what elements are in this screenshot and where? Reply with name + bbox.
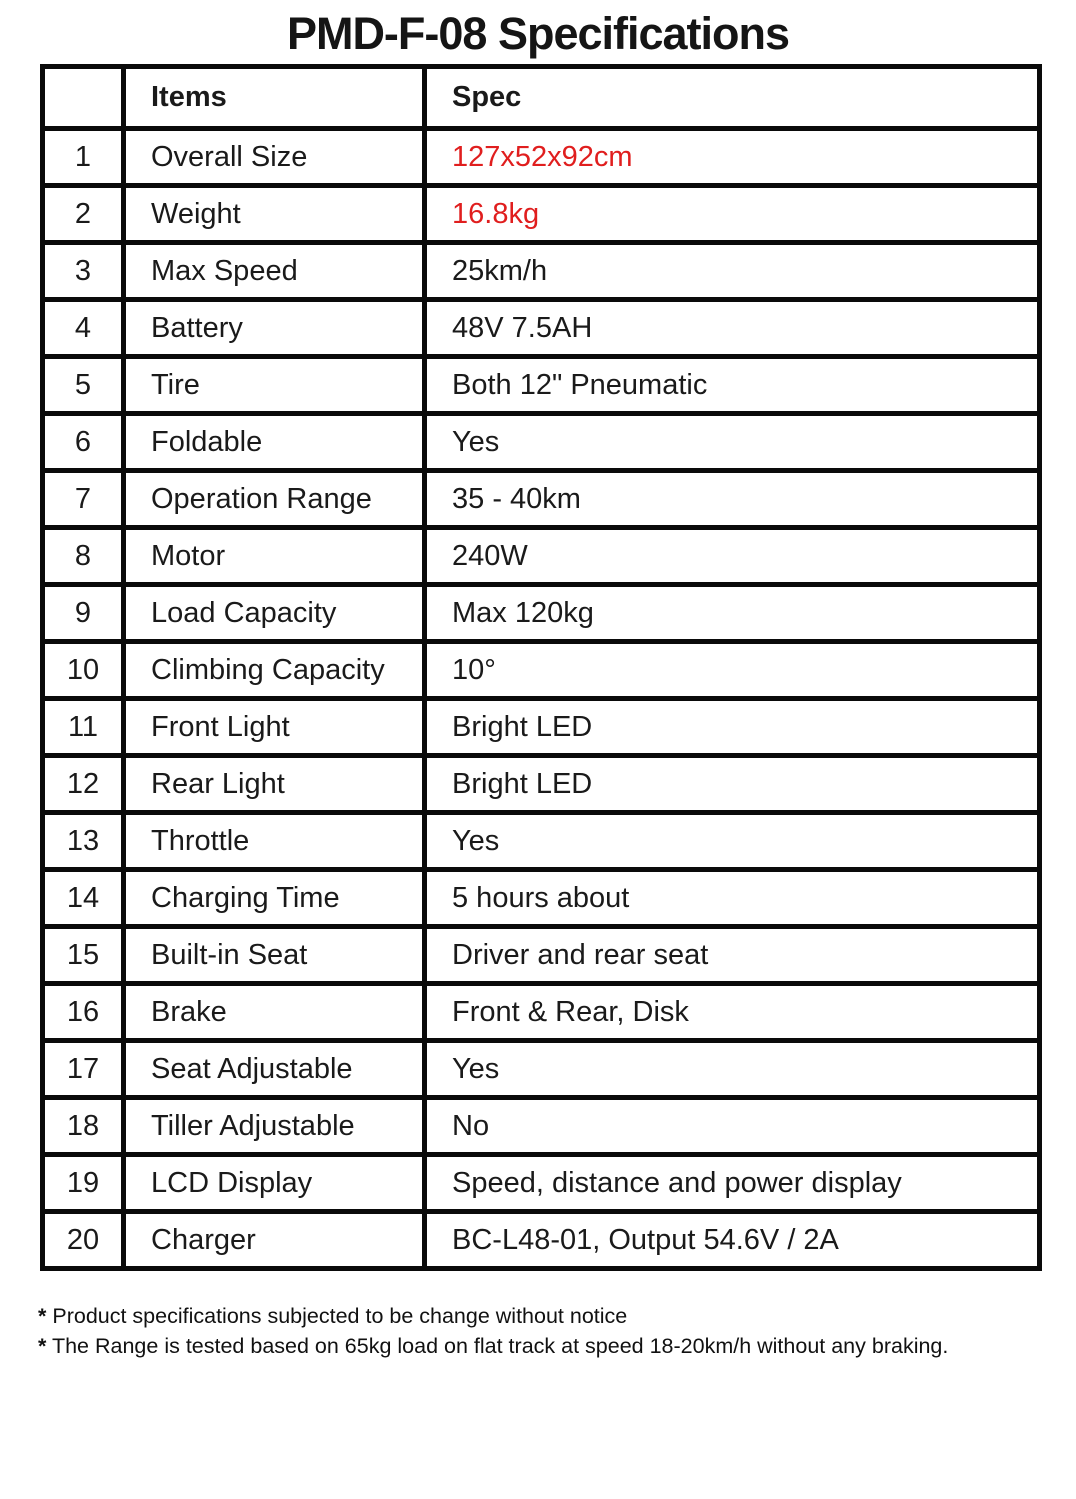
table-row [43,1212,1040,1269]
spec-value: Bright LED [425,699,1040,756]
row-number: 1 [43,129,124,186]
item-name: Rear Light [124,756,425,813]
spec-table-header [43,67,1040,129]
header-index-cell [43,67,124,129]
item-name: Climbing Capacity [124,642,425,699]
item-name: Throttle [124,813,425,870]
row-number: 9 [43,585,124,642]
row-number: 7 [43,471,124,528]
item-name: Built-in Seat [124,927,425,984]
item-name: Front Light [124,699,425,756]
row-number: 19 [43,1155,124,1212]
table-row [43,129,1040,186]
row-number: 8 [43,528,124,585]
row-number: 5 [43,357,124,414]
table-row [43,1098,1040,1155]
table-row [43,357,1040,414]
spec-value: Yes [425,1041,1040,1098]
row-number: 17 [43,1041,124,1098]
item-name: Overall Size [124,129,425,186]
item-name: Brake [124,984,425,1041]
table-row [43,528,1040,585]
footnotes [38,1301,1076,1361]
table-row [43,813,1040,870]
item-name: Foldable [124,414,425,471]
spec-value: 127x52x92cm [425,129,1040,186]
item-name: Tiller Adjustable [124,1098,425,1155]
row-number: 6 [43,414,124,471]
header-items-cell: Items [124,67,425,129]
spec-value: Both 12" Pneumatic [425,357,1040,414]
table-row [43,186,1040,243]
footnote-line [38,1331,1076,1361]
spec-value: Bright LED [425,756,1040,813]
item-name: Tire [124,357,425,414]
table-row [43,300,1040,357]
item-name: Operation Range [124,471,425,528]
item-name: Battery [124,300,425,357]
table-row [43,699,1040,756]
table-row [43,984,1040,1041]
footnote-marker: * [38,1334,47,1358]
footnote-marker: * [38,1304,47,1328]
spec-value: 16.8kg [425,186,1040,243]
item-name: Max Speed [124,243,425,300]
table-row [43,642,1040,699]
row-number: 16 [43,984,124,1041]
table-row [43,1041,1040,1098]
spec-value: 10° [425,642,1040,699]
item-name: Charging Time [124,870,425,927]
item-name: Load Capacity [124,585,425,642]
spec-value: BC-L48-01, Output 54.6V / 2A [425,1212,1040,1269]
row-number: 18 [43,1098,124,1155]
spec-value: Max 120kg [425,585,1040,642]
spec-value: Yes [425,414,1040,471]
row-number: 3 [43,243,124,300]
row-number: 13 [43,813,124,870]
spec-table-rows [43,129,1040,1269]
spec-value: Front & Rear, Disk [425,984,1040,1041]
row-number: 14 [43,870,124,927]
row-number: 15 [43,927,124,984]
item-name: LCD Display [124,1155,425,1212]
spec-value: Speed, distance and power display [425,1155,1040,1212]
table-row [43,870,1040,927]
item-name: Motor [124,528,425,585]
footnote-text: The Range is tested based on 65kg load on flat track at speed 18-20km/h without any braking. [51,1334,949,1358]
table-row [43,585,1040,642]
footnote-line [38,1301,1076,1331]
item-name: Weight [124,186,425,243]
spec-value: 48V 7.5AH [425,300,1040,357]
item-name: Charger [124,1212,425,1269]
row-number: 2 [43,186,124,243]
table-row [43,756,1040,813]
row-number: 4 [43,300,124,357]
table-row [43,414,1040,471]
spec-value: 25km/h [425,243,1040,300]
page-title: PMD-F-08 Specifications [286,8,790,59]
table-row [43,243,1040,300]
spec-value: Driver and rear seat [425,927,1040,984]
row-number: 10 [43,642,124,699]
table-row [43,1155,1040,1212]
spec-value: No [425,1098,1040,1155]
row-number: 11 [43,699,124,756]
spec-table [40,64,1042,1271]
spec-value: Yes [425,813,1040,870]
row-number: 20 [43,1212,124,1269]
spec-value: 5 hours about [425,870,1040,927]
header-row [43,67,1040,129]
table-row [43,471,1040,528]
footnote-text: Product specifications subjected to be change without notice [52,1304,628,1328]
spec-value: 240W [425,528,1040,585]
spec-value: 35 - 40km [425,471,1040,528]
table-row [43,927,1040,984]
item-name: Seat Adjustable [124,1041,425,1098]
header-spec-cell: Spec [425,67,1040,129]
row-number: 12 [43,756,124,813]
